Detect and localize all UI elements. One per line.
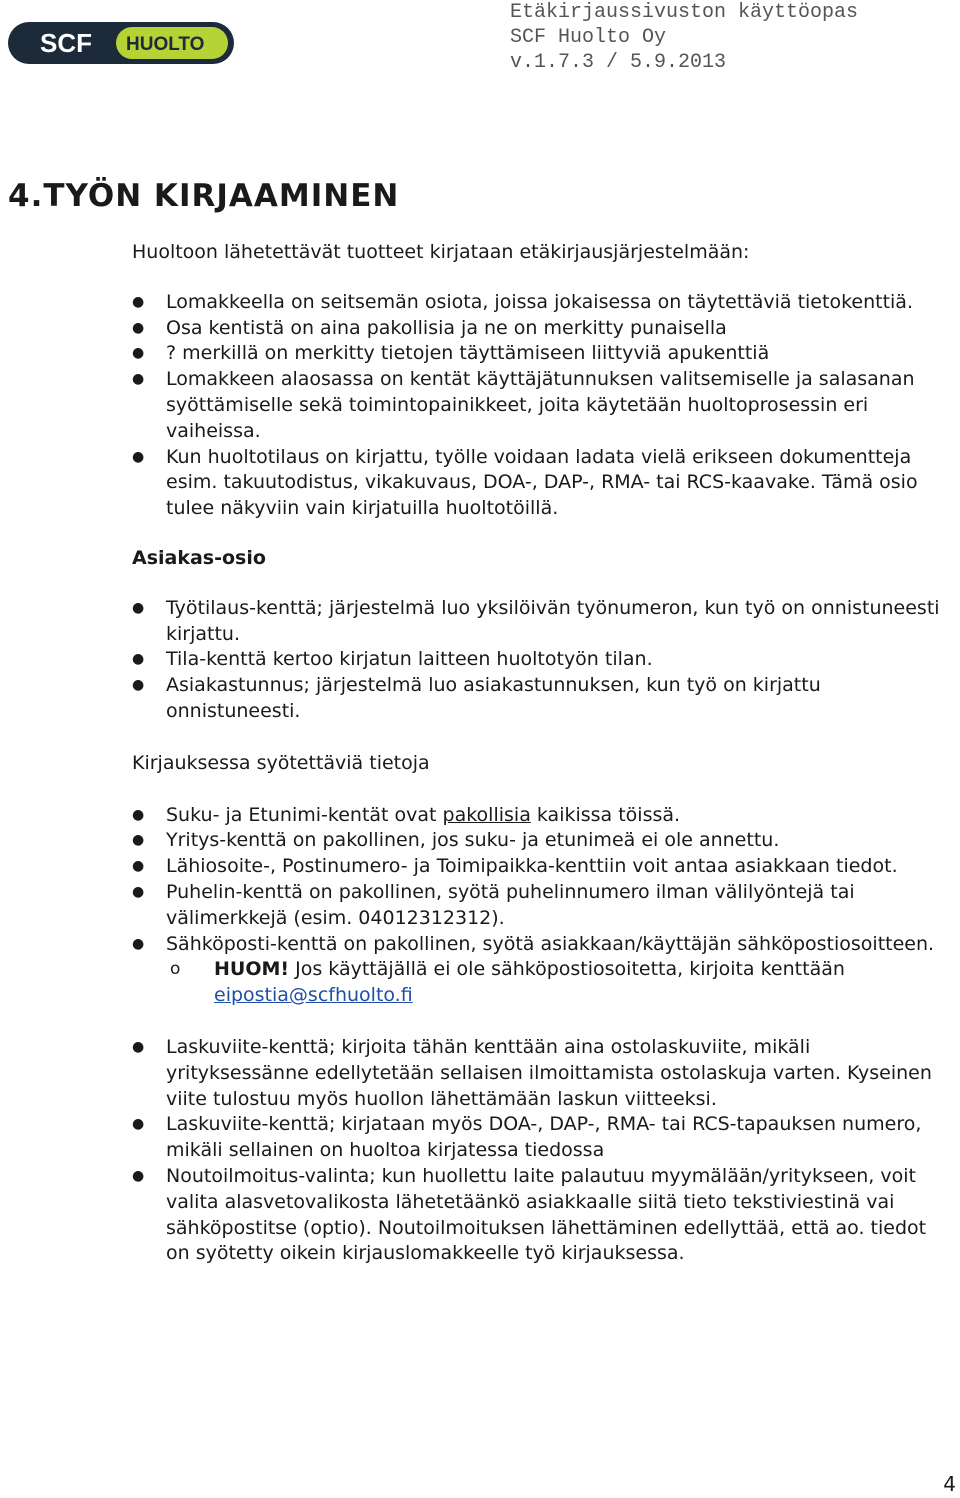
section-heading-asiakas: Asiakas-osio	[132, 546, 266, 569]
section-heading-kirjaus: Kirjauksessa syötettäviä tietoja	[132, 751, 430, 774]
list-item: ● ? merkillä on merkitty tietojen täyttämiseen liittyviä apukenttiä	[132, 342, 770, 365]
document-body	[132, 240, 944, 1267]
sub-list	[166, 957, 944, 1009]
list-item: ● Osa kentistä on aina pakollisia ja ne on merkitty punaisella	[132, 316, 727, 339]
list-item: ● Työtilaus-kenttä; järjestelmä luo yksilöivän työnumeron, kun työ on onnistuneesti kirjattu.	[132, 596, 940, 645]
header-line-1: Etäkirjaussivuston käyttöopas	[510, 1, 859, 24]
kirjaus-list	[132, 803, 944, 958]
list-item: ● Lomakkeen alaosassa on kentät käyttäjätunnuksen valitsemiselle ja salasanan syöttämiselle sekä toimintopainikkeet, joita käytetään huoltoprosessin eri vaiheissa.	[132, 368, 915, 442]
page-title: 4.TYÖN KIRJAAMINEN	[8, 178, 400, 214]
underlined-text: pakollisia	[442, 803, 531, 826]
header-line-3: v.1.7.3 / 5.9.2013	[510, 51, 727, 74]
overview-list	[132, 290, 944, 522]
list-item: ● Lähiosoite-, Postinumero- ja Toimipaikka-kenttiin voit antaa asiakkaan tiedot.	[132, 855, 898, 878]
huom-label: HUOM!	[214, 958, 290, 981]
list-item: ● Noutoilmoitus-valinta; kun huollettu laite palautuu myymälään/yritykseen, voit valita alasvetovalikosta lähetetäänkö asiakkaalle siitä tieto tekstiviestinä vai sähköpostitse (optio). Noutoilmoituksen lähettäminen edellyttää, että ao. tiedot on syötetty oikein kirjauslomakkeelle työ kirjauksessa.	[132, 1164, 927, 1265]
scf-huolto-logo	[8, 20, 234, 66]
logo-scf-text: SCF	[40, 28, 92, 58]
sub-list-item: o HUOM! Jos käyttäjällä ei ole sähköpostiosoitetta, kirjoita kenttään eipostia@scfhuolto.fi	[170, 958, 845, 1007]
list-item: ● Laskuviite-kenttä; kirjoita tähän kenttään aina ostolaskuviite, mikäli yrityksessänne edellytetään sellaisen ilmoittamista ostolaskuja varten. Kyseinen viite tulostuu myös huollon lähettämään laskun viitteeksi.	[132, 1035, 932, 1110]
intro-text: Huoltoon lähetettävät tuotteet kirjataan etäkirjausjärjestelmään:	[132, 241, 750, 263]
list-item: ● Sähköposti-kenttä on pakollinen, syötä asiakkaan/käyttäjän sähköpostiosoitteen.	[132, 932, 935, 955]
list-item: ● Kun huoltotilaus on kirjattu, työlle voidaan ladata vielä erikseen dokumentteja esim. takuutodistus, vikakuvaus, DOA-, DAP-, RMA- tai RCS-kaavake. Tämä osio tulee näkyviin vain kirjatuilla huoltotöillä.	[132, 445, 918, 520]
email-link[interactable]: eipostia@scfhuolto.fi	[214, 984, 413, 1007]
lisatiedot-list	[132, 1035, 944, 1267]
page-number: 4	[943, 1472, 956, 1496]
list-item: ● Suku- ja Etunimi-kentät ovat pakollisia kaikissa töissä.	[132, 803, 681, 826]
list-item: ● Lomakkeella on seitsemän osiota, joissa jokaisessa on täytettäviä tietokenttiä.	[132, 290, 913, 313]
list-item: ● Tila-kenttä kertoo kirjatun laitteen huoltotyön tilan.	[132, 648, 653, 671]
list-item: ● Yritys-kenttä on pakollinen, jos suku- ja etunimeä ei ole annettu.	[132, 829, 780, 852]
logo-huolto-text: HUOLTO	[126, 34, 205, 55]
document-header	[510, 0, 858, 75]
list-item: ● Puhelin-kenttä on pakollinen, syötä puhelinnumero ilman välilyöntejä tai välimerkkejä (esim. 04012312312).	[132, 880, 855, 929]
header-line-2: SCF Huolto Oy	[510, 26, 667, 49]
list-item: ● Laskuviite-kenttä; kirjataan myös DOA-, DAP-, RMA- tai RCS-tapauksen numero, mikäli sellainen on huoltoa kirjatessa tiedossa	[132, 1113, 922, 1162]
asiakas-list	[132, 596, 944, 725]
list-item: ● Asiakastunnus; järjestelmä luo asiakastunnuksen, kun työ on kirjattu onnistuneesti.	[132, 674, 821, 722]
